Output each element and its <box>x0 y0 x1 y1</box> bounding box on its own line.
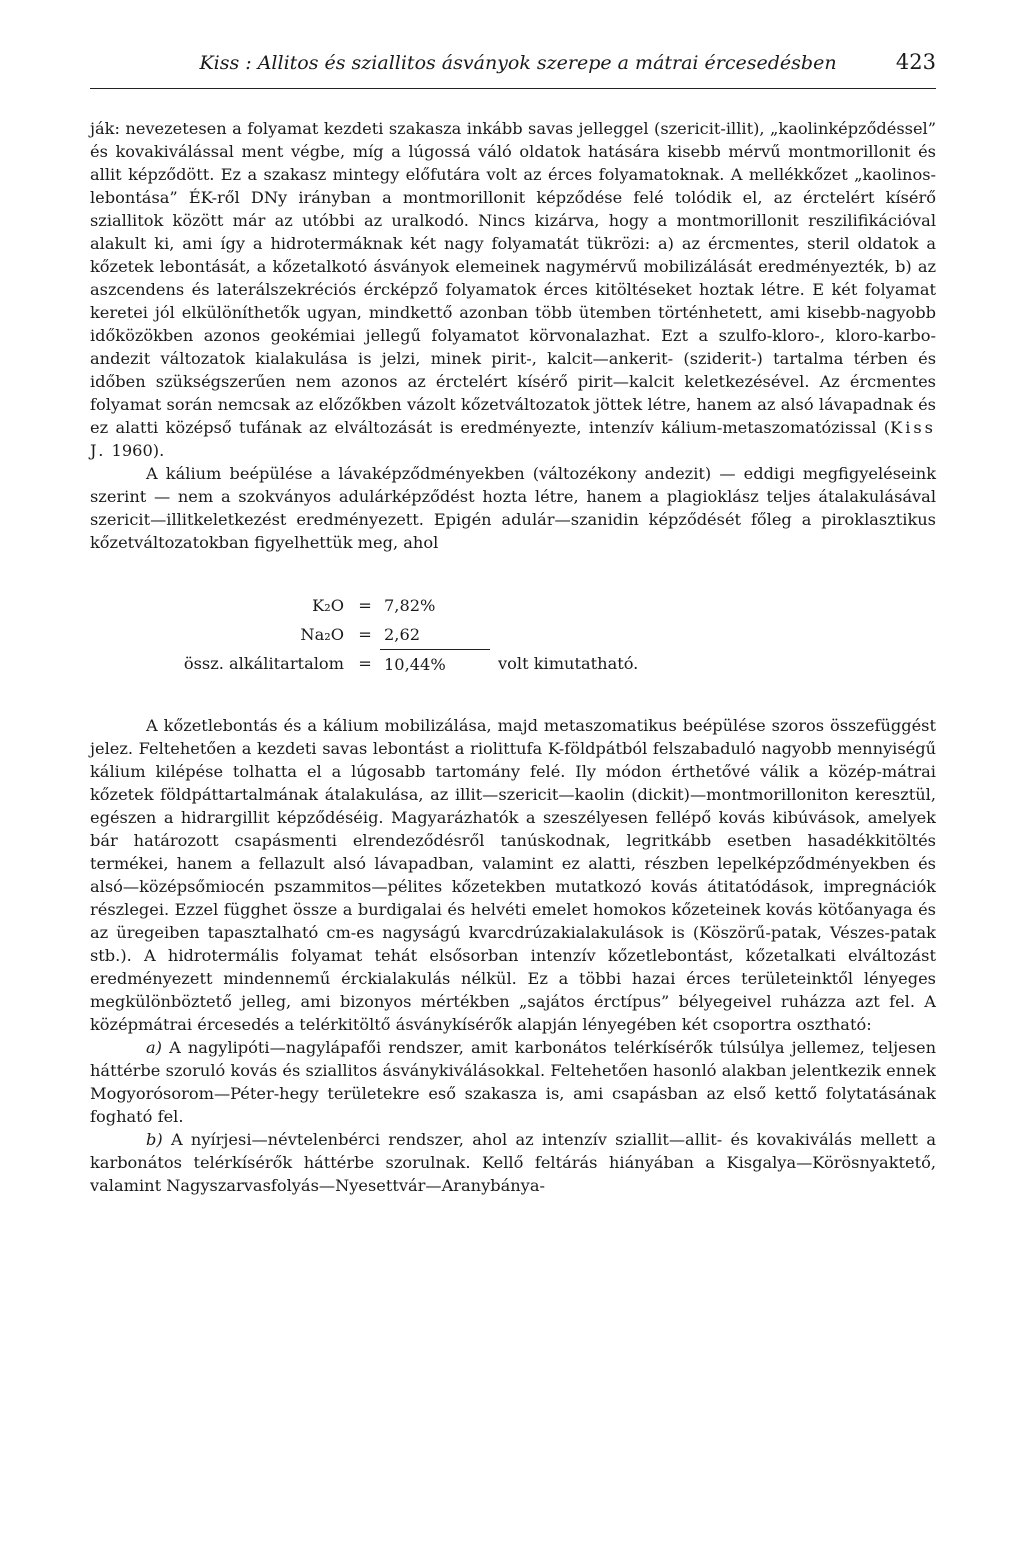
list-item-a <box>90 1036 936 1128</box>
formula-tail: volt kimutatható. <box>498 654 639 673</box>
formula-value-k2o: 7,82% <box>384 596 436 615</box>
running-title: Kiss : Allitos és sziallitos ásványok szerepe a mátrai ércesedésben <box>199 52 837 74</box>
list-item-b <box>90 1128 936 1197</box>
list-item-b-text: A nyírjesi—névtelenbérci rendszer, ahol az intenzív sziallit—allit- és kovakiválás mellett a karbonátos telérkísérők háttérbe szorulnak. Kellő feltárás hiányában a Kisgalya—Körösnyaktető, valamint Nagyszarvasfolyás—Nyesettvár—Aranybánya- <box>90 1130 936 1195</box>
formula-value-total: 10,44% <box>380 649 490 679</box>
paragraph-2: A kálium beépülése a lávaképződményekben (változékony andezit) — eddigi megfigyeléseink szerint — nem a szokványos adulárképződést hozta létre, hanem a plagioklász teljes átalakulásával szericit—illitkeletkezést eredményezett. Epigén adulár—szanidin képződését főleg a piroklasztikus kőzetváltozatokban figyelhettük meg, ahol <box>90 464 936 552</box>
formula-label-total: össz. alkálitartalom <box>183 654 344 673</box>
formula-label-k2o: K₂O <box>312 596 344 615</box>
running-header <box>90 50 936 89</box>
list-marker-a: a) <box>146 1038 162 1057</box>
paragraph-1-text: ják: nevezetesen a folyamat kezdeti szakasza inkább savas jelleggel (szericit-illit), „kaolinképződéssel” és kovakiválással ment végbe, míg a lúgossá váló oldatok hatására kisebb mérvű montmorillonit és allit képződött. Ez a szakasz mintegy előfutára volt az érces folyamatoknak. A mellékkőzet „kaolinos-lebontása” ÉK-ről DNy irányban a montmorillonit képződése felé tolódik el, az érctelért kísérő sziallitok között már az utóbbi az uralkodó. Nincs kizárva, hogy a montmorillonit reszilifikációval alakult ki, ami így a hidrotermáknak két nagy folyamatát tükrözi: a) az ércmentes, steril oldatok a kőzetek lebontását, a kőzetalkotó ásványok elemeinek nagymérvű mobilizálását eredményezték, b) az aszcendens és laterálszekréciós ércképző folyamatok érces kitöltéseket hoztak létre. E két folyamat keretei jól elkülöníthetők ugyan, mindkettő azonban több ütemben történhetett, ami kisebb-nagyobb időközökben azonos geokémiai jellegű folyamatot körvonalazhat. Ezt a szulfo-kloro-, kloro-karbo-andezit változatok kialakulása is jelzi, minek pirit-, kalcit—ankerit- (sziderit-) tartalma térben és időben szükségszerűen nem azonos az érctelért kísérő pirit—kalcit keletkezésével. Az ércmentes folyamat során nemcsak az előzőkben vázolt kőzetváltozatok jöttek létre, hanem az alsó lávapadnak és ez alatti középső tufának az elváltozását is eredményezte, intenzív kálium-metaszomatózissal ( <box>90 119 936 437</box>
citation-year: 1960 <box>111 441 153 460</box>
formula-eq-1: = <box>358 596 372 615</box>
paragraph-3: A kőzetlebontás és a kálium mobilizálása, majd metaszomatikus beépülése szoros összefüggést jelez. Feltehetően a kezdeti savas lebontást a riolittufa K-földpátból felszabaduló nagyobb mennyiségű kálium kilépése tolhatta el a lúgosabb tartomány felé. Ily módon érthetővé válik a közép-mátrai kőzetek földpáttartalmának átalakulása, az illit—szericit—kaolin (dickit)—montmorilloniton keresztül, egészen a hidrargillit képződéséig. Magyarázhatók a szeszélyesen fellépő kovás kibúvások, amelyek bár határozott csapásmenti elrendeződésről tanúskodnak, legritkább esetben hasadékkitöltés termékei, hanem a fellazult alsó lávapadban, valamint ez alatti, részben lepelképződményekben és alsó—középsőmiocén pszammitos—pélites kőzetekben mutatkozó kovás átitatódások, impregnációk részlegei. Ezzel függhet össze a burdigalai és helvéti emelet homokos kőzeteinek kovás kötőanyaga és az üregeiben tapasztalható cm-es nagyságú kvarcdrúzakialakulások is (Köszörű-patak, Vészes-patak stb.). A hidrotermális folyamat tehát elsősorban intenzív kőzetlebontást, kőzetalkati elváltozást eredményezett mindennemű érckialakulás nélkül. Ez a többi hazai érces területeinktől lényeges megkülönböztető jelleg, ami bizonyos mértékben „sajátos érctípus” bélyegeivel ruházza azt fel. A középmátrai ércesedés a telérkitöltő ásványkísérők alapján lényegében két csoportra osztható: <box>90 716 936 1034</box>
page-number: 423 <box>895 50 936 74</box>
article-body <box>90 117 936 1197</box>
citation-author: Kiss J. <box>90 418 936 460</box>
page <box>90 50 936 1197</box>
list-item-a-text: A nagylipóti—nagylápafői rendszer, amit karbonátos telérkísérők túlsúlya jellemez, teljesen háttérbe szoruló kovás és sziallitos ásványkiválásokkal. Feltehetően hasonló alakban jelentkezik ennek Mogyorósorom—Péter-hegy területekre eső szakasza is, ami csapásban az első kettő folytatásának fogható fel. <box>90 1038 936 1126</box>
paragraph-1 <box>90 117 936 462</box>
formula-eq-3: = <box>358 654 372 673</box>
list-marker-b: b) <box>146 1130 163 1149</box>
formula-eq-2: = <box>358 625 372 644</box>
alkali-formula <box>90 591 936 679</box>
formula-value-na2o: 2,62 <box>384 625 421 644</box>
formula-label-na2o: Na₂O <box>300 625 344 644</box>
citation-close: ). <box>152 441 165 460</box>
